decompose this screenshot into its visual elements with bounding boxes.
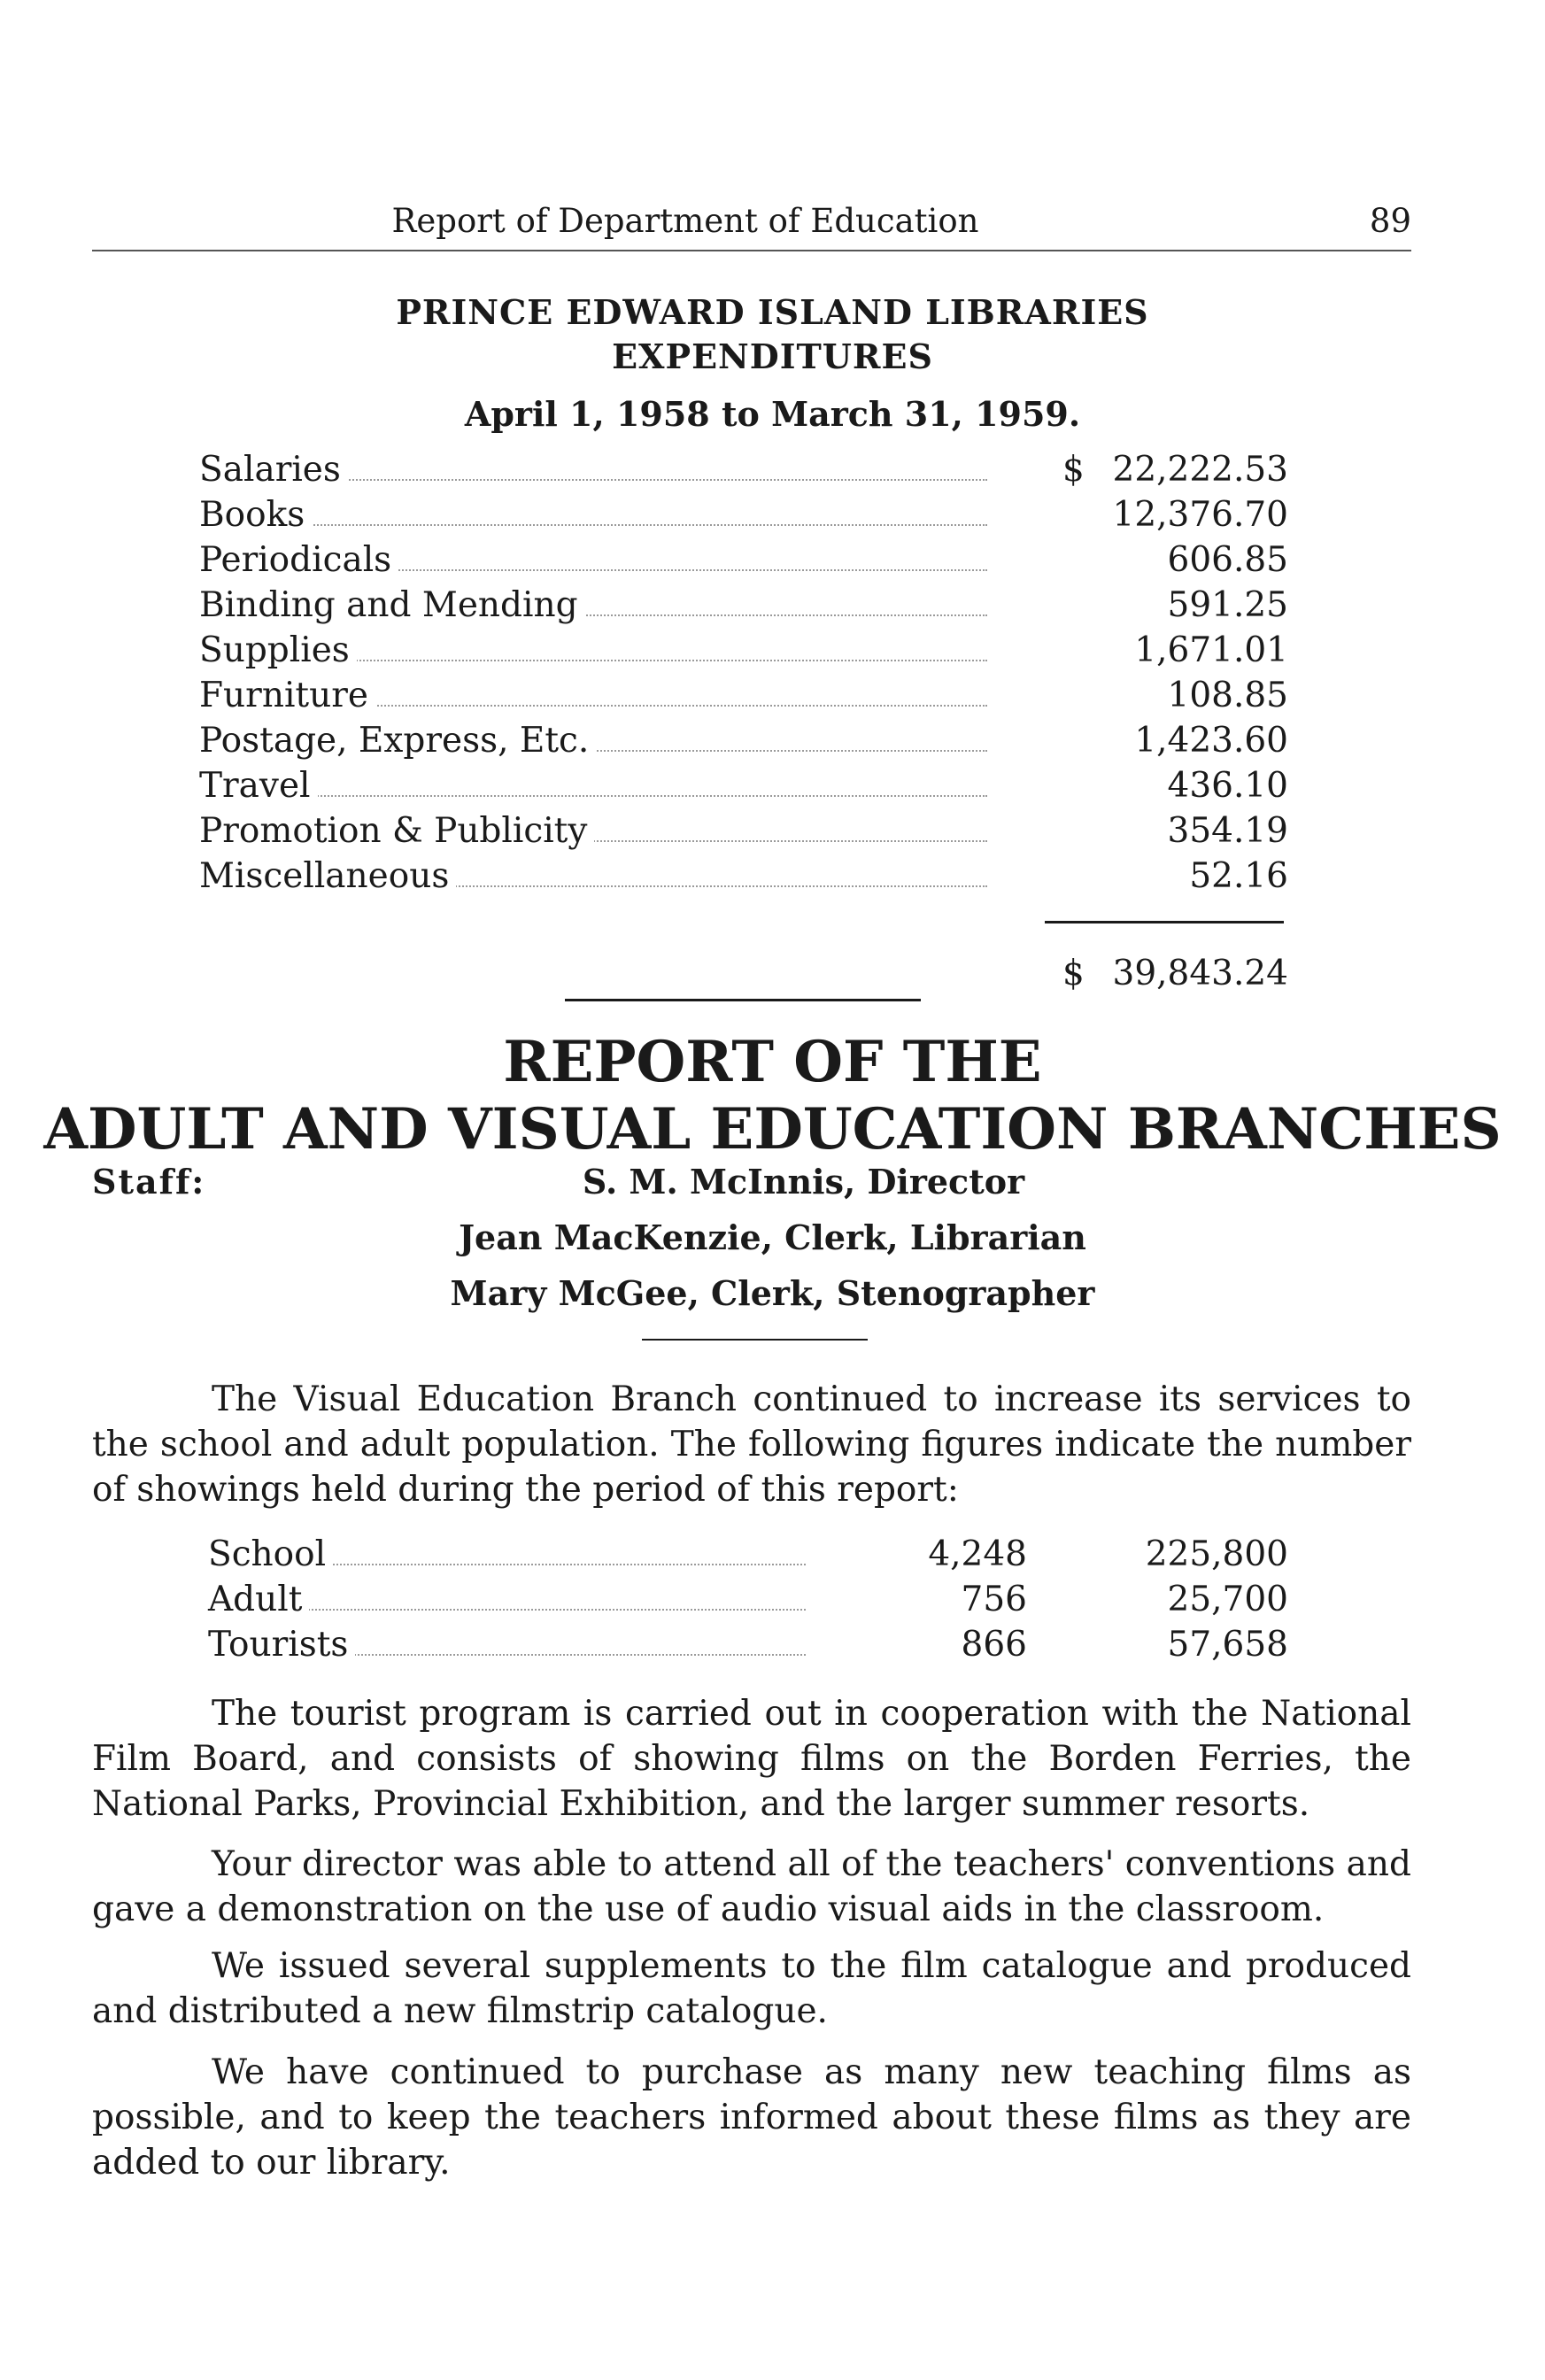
body-paragraph: We have continued to purchase as many new teaching films as possible, and to keep the teachers informed about these films as they are added to our library. xyxy=(92,2052,1411,2183)
total-rule xyxy=(1045,921,1284,923)
expenditure-total: 39,843.24 xyxy=(1112,954,1288,993)
libraries-title: PRINCE EDWARD ISLAND LIBRARIES xyxy=(396,292,1149,332)
showing-count: 756 xyxy=(961,1580,1027,1619)
expenditure-label: Miscellaneous xyxy=(199,854,456,899)
expenditure-row xyxy=(199,854,1288,899)
showing-label: School xyxy=(208,1532,333,1577)
header-title: Report of Department of Education xyxy=(391,202,979,240)
section-divider xyxy=(565,999,921,1001)
expenditure-row xyxy=(199,447,1288,492)
expenditure-amount: 12,376.70 xyxy=(1112,495,1288,535)
expenditure-row xyxy=(199,583,1288,628)
section-divider xyxy=(642,1339,868,1341)
expenditure-label: Binding and Mending xyxy=(199,583,585,628)
currency-symbol: $ xyxy=(1062,450,1085,490)
leader-dots xyxy=(226,524,987,526)
expenditure-row xyxy=(199,673,1288,718)
expenditure-amount: 591.25 xyxy=(1167,585,1288,625)
showings-table xyxy=(208,1532,1288,1667)
page-number: 89 xyxy=(1369,202,1411,240)
staff-label: Staff: xyxy=(92,1162,206,1202)
running-header xyxy=(92,193,1411,251)
expenditure-amount: 52.16 xyxy=(1189,856,1288,896)
body-paragraph: The Visual Education Branch continued to increase its services to the school and adult population. The following figures indicate the number of showings held during the period of this report: xyxy=(92,1379,1411,1510)
expenditure-amount: 1,671.01 xyxy=(1134,630,1288,670)
expenditure-row xyxy=(199,718,1288,763)
showing-count: 4,248 xyxy=(928,1534,1027,1574)
staff-member: Jean MacKenzie, Clerk, Librarian xyxy=(459,1217,1086,1257)
expenditure-label: Books xyxy=(199,492,312,537)
expenditure-amount: 22,222.53 xyxy=(1112,450,1288,490)
expenditure-amount: 436.10 xyxy=(1167,766,1288,806)
expenditure-amount: 354.19 xyxy=(1167,811,1288,851)
libraries-period: April 1, 1958 to March 31, 1959. xyxy=(464,394,1081,434)
expenditure-label: Travel xyxy=(199,763,318,808)
currency-symbol: $ xyxy=(1062,954,1085,993)
showing-row xyxy=(208,1577,1288,1622)
expenditure-amount: 1,423.60 xyxy=(1134,721,1288,761)
body-paragraph: The tourist program is carried out in cooperation with the National Film Board, and consists of showing films on the Borden Ferries, the National Parks, Provincial Exhibition, and the larger summer resorts. xyxy=(92,1694,1411,1824)
showing-attendance: 25,700 xyxy=(1167,1580,1288,1619)
leader-dots xyxy=(235,1609,806,1611)
leader-dots xyxy=(226,795,987,797)
staff-member: Mary McGee, Clerk, Stenographer xyxy=(450,1273,1095,1313)
showing-label: Adult xyxy=(208,1577,309,1622)
staff-member: S. M. McInnis, Director xyxy=(582,1162,1025,1202)
expenditure-row xyxy=(199,628,1288,673)
report-title-line1: REPORT OF THE xyxy=(503,1029,1042,1095)
expenditure-label: Periodicals xyxy=(199,537,398,583)
showing-row xyxy=(208,1622,1288,1667)
expenditure-row xyxy=(199,492,1288,537)
expenditure-row xyxy=(199,537,1288,583)
expenditure-label: Salaries xyxy=(199,447,348,492)
showing-label: Tourists xyxy=(208,1622,355,1667)
expenditure-row xyxy=(199,763,1288,808)
report-title-line2: ADULT AND VISUAL EDUCATION BRANCHES xyxy=(43,1096,1502,1163)
body-paragraph: Your director was able to attend all of the teachers' conventions and gave a demonstration on the use of audio visual aids in the classroom. xyxy=(92,1844,1411,1929)
showing-attendance: 225,800 xyxy=(1145,1534,1288,1574)
expenditure-total-row xyxy=(199,947,1288,1001)
expenditure-label: Postage, Express, Etc. xyxy=(199,718,596,763)
expenditure-amount: 108.85 xyxy=(1167,676,1288,715)
showing-row xyxy=(208,1532,1288,1577)
expenditure-label: Supplies xyxy=(199,628,357,673)
expenditure-row xyxy=(199,808,1288,854)
libraries-subtitle: EXPENDITURES xyxy=(612,336,933,376)
body-paragraph: We issued several supplements to the film catalogue and produced and distributed a new filmstrip catalogue. xyxy=(92,1946,1411,2031)
expenditure-amount: 606.85 xyxy=(1167,540,1288,580)
expenditure-label: Furniture xyxy=(199,673,375,718)
expenditure-label: Promotion & Publicity xyxy=(199,808,594,854)
showing-count: 866 xyxy=(961,1625,1027,1665)
showing-attendance: 57,658 xyxy=(1167,1625,1288,1665)
expenditures-table xyxy=(199,447,1288,899)
